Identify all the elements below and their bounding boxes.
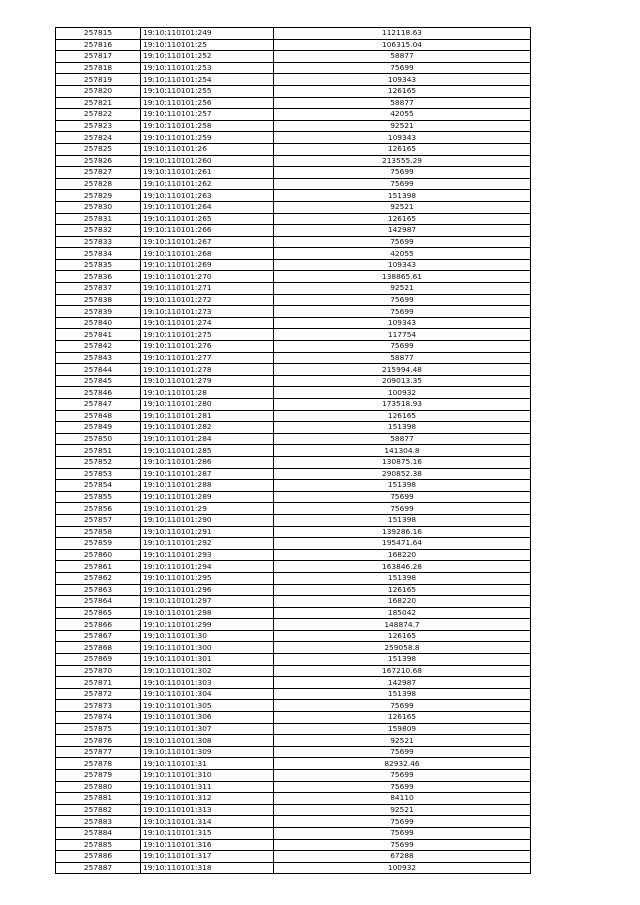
- amount-cell: 75699: [274, 746, 531, 758]
- cadastral-number-cell: 19:10:110101:288: [141, 480, 274, 492]
- record-id-cell: 257815: [56, 28, 141, 40]
- table-row: [56, 758, 531, 770]
- record-id-cell: 257855: [56, 491, 141, 503]
- record-id-cell: 257829: [56, 190, 141, 202]
- amount-cell: 126165: [274, 584, 531, 596]
- amount-cell: 75699: [274, 178, 531, 190]
- amount-cell: 92521: [274, 201, 531, 213]
- table-row: [56, 514, 531, 526]
- data-table: [55, 27, 531, 874]
- cadastral-number-cell: 19:10:110101:303: [141, 677, 274, 689]
- cadastral-number-cell: 19:10:110101:276: [141, 341, 274, 353]
- table-row: [56, 375, 531, 387]
- table-row: [56, 155, 531, 167]
- table-row: [56, 770, 531, 782]
- record-id-cell: 257817: [56, 51, 141, 63]
- cadastral-number-cell: 19:10:110101:295: [141, 572, 274, 584]
- table-row: [56, 352, 531, 364]
- amount-cell: 100932: [274, 862, 531, 874]
- record-id-cell: 257885: [56, 839, 141, 851]
- table-row: [56, 665, 531, 677]
- table-row: [56, 39, 531, 51]
- record-id-cell: 257873: [56, 700, 141, 712]
- amount-cell: 75699: [274, 816, 531, 828]
- cadastral-number-cell: 19:10:110101:263: [141, 190, 274, 202]
- cadastral-number-cell: 19:10:110101:302: [141, 665, 274, 677]
- record-id-cell: 257877: [56, 746, 141, 758]
- record-id-cell: 257828: [56, 178, 141, 190]
- table-row: [56, 178, 531, 190]
- cadastral-number-cell: 19:10:110101:252: [141, 51, 274, 63]
- amount-cell: 75699: [274, 341, 531, 353]
- amount-cell: 168220: [274, 596, 531, 608]
- cadastral-number-cell: 19:10:110101:301: [141, 654, 274, 666]
- table-body: [56, 28, 531, 874]
- cadastral-number-cell: 19:10:110101:292: [141, 538, 274, 550]
- table-row: [56, 700, 531, 712]
- table-row: [56, 561, 531, 573]
- table-row: [56, 306, 531, 318]
- cadastral-number-cell: 19:10:110101:280: [141, 399, 274, 411]
- table-row: [56, 746, 531, 758]
- table-row: [56, 387, 531, 399]
- cadastral-number-cell: 19:10:110101:268: [141, 248, 274, 260]
- cadastral-number-cell: 19:10:110101:286: [141, 456, 274, 468]
- amount-cell: 75699: [274, 294, 531, 306]
- cadastral-number-cell: 19:10:110101:310: [141, 770, 274, 782]
- record-id-cell: 257861: [56, 561, 141, 573]
- cadastral-number-cell: 19:10:110101:284: [141, 433, 274, 445]
- record-id-cell: 257846: [56, 387, 141, 399]
- amount-cell: 75699: [274, 167, 531, 179]
- cadastral-number-cell: 19:10:110101:271: [141, 283, 274, 295]
- cadastral-number-cell: 19:10:110101:298: [141, 607, 274, 619]
- cadastral-number-cell: 19:10:110101:315: [141, 827, 274, 839]
- cadastral-number-cell: 19:10:110101:294: [141, 561, 274, 573]
- table-row: [56, 201, 531, 213]
- amount-cell: 75699: [274, 700, 531, 712]
- amount-cell: 117754: [274, 329, 531, 341]
- cadastral-number-cell: 19:10:110101:256: [141, 97, 274, 109]
- record-id-cell: 257851: [56, 445, 141, 457]
- table-row: [56, 549, 531, 561]
- table-row: [56, 538, 531, 550]
- cadastral-number-cell: 19:10:110101:275: [141, 329, 274, 341]
- record-id-cell: 257830: [56, 201, 141, 213]
- record-id-cell: 257826: [56, 155, 141, 167]
- amount-cell: 58877: [274, 97, 531, 109]
- cadastral-number-cell: 19:10:110101:273: [141, 306, 274, 318]
- amount-cell: 92521: [274, 120, 531, 132]
- cadastral-number-cell: 19:10:110101:265: [141, 213, 274, 225]
- amount-cell: 75699: [274, 491, 531, 503]
- amount-cell: 58877: [274, 433, 531, 445]
- record-id-cell: 257865: [56, 607, 141, 619]
- record-id-cell: 257822: [56, 109, 141, 121]
- table-row: [56, 62, 531, 74]
- table-row: [56, 491, 531, 503]
- cadastral-number-cell: 19:10:110101:278: [141, 364, 274, 376]
- table-row: [56, 526, 531, 538]
- table-row: [56, 51, 531, 63]
- cadastral-number-cell: 19:10:110101:274: [141, 317, 274, 329]
- amount-cell: 141304.8: [274, 445, 531, 457]
- cadastral-number-cell: 19:10:110101:297: [141, 596, 274, 608]
- table-row: [56, 109, 531, 121]
- record-id-cell: 257883: [56, 816, 141, 828]
- table-row: [56, 120, 531, 132]
- table-row: [56, 793, 531, 805]
- amount-cell: 82932.46: [274, 758, 531, 770]
- table-row: [56, 584, 531, 596]
- cadastral-number-cell: 19:10:110101:281: [141, 410, 274, 422]
- table-row: [56, 422, 531, 434]
- amount-cell: 142987: [274, 677, 531, 689]
- cadastral-number-cell: 19:10:110101:29: [141, 503, 274, 515]
- cadastral-number-cell: 19:10:110101:260: [141, 155, 274, 167]
- table-row: [56, 619, 531, 631]
- record-id-cell: 257881: [56, 793, 141, 805]
- record-id-cell: 257879: [56, 770, 141, 782]
- amount-cell: 109343: [274, 259, 531, 271]
- table-row: [56, 317, 531, 329]
- cadastral-number-cell: 19:10:110101:253: [141, 62, 274, 74]
- amount-cell: 100932: [274, 387, 531, 399]
- amount-cell: 109343: [274, 74, 531, 86]
- record-id-cell: 257841: [56, 329, 141, 341]
- record-id-cell: 257869: [56, 654, 141, 666]
- table-row: [56, 74, 531, 86]
- table-row: [56, 572, 531, 584]
- amount-cell: 126165: [274, 143, 531, 155]
- cadastral-number-cell: 19:10:110101:249: [141, 28, 274, 40]
- amount-cell: 75699: [274, 770, 531, 782]
- amount-cell: 75699: [274, 62, 531, 74]
- cadastral-number-cell: 19:10:110101:257: [141, 109, 274, 121]
- amount-cell: 126165: [274, 85, 531, 97]
- cadastral-number-cell: 19:10:110101:282: [141, 422, 274, 434]
- record-id-cell: 257818: [56, 62, 141, 74]
- amount-cell: 75699: [274, 839, 531, 851]
- record-id-cell: 257847: [56, 399, 141, 411]
- amount-cell: 42055: [274, 248, 531, 260]
- record-id-cell: 257834: [56, 248, 141, 260]
- amount-cell: 112118.63: [274, 28, 531, 40]
- amount-cell: 75699: [274, 503, 531, 515]
- record-id-cell: 257850: [56, 433, 141, 445]
- table-row: [56, 364, 531, 376]
- record-id-cell: 257852: [56, 456, 141, 468]
- cadastral-number-cell: 19:10:110101:311: [141, 781, 274, 793]
- table-row: [56, 294, 531, 306]
- record-id-cell: 257823: [56, 120, 141, 132]
- table-row: [56, 723, 531, 735]
- table-row: [56, 677, 531, 689]
- record-id-cell: 257880: [56, 781, 141, 793]
- record-id-cell: 257882: [56, 804, 141, 816]
- amount-cell: 163846.28: [274, 561, 531, 573]
- amount-cell: 106315.04: [274, 39, 531, 51]
- cadastral-number-cell: 19:10:110101:262: [141, 178, 274, 190]
- cadastral-number-cell: 19:10:110101:270: [141, 271, 274, 283]
- cadastral-number-cell: 19:10:110101:291: [141, 526, 274, 538]
- amount-cell: 195471.64: [274, 538, 531, 550]
- amount-cell: 75699: [274, 306, 531, 318]
- cadastral-number-cell: 19:10:110101:279: [141, 375, 274, 387]
- record-id-cell: 257870: [56, 665, 141, 677]
- record-id-cell: 257886: [56, 851, 141, 863]
- record-id-cell: 257871: [56, 677, 141, 689]
- amount-cell: 75699: [274, 781, 531, 793]
- record-id-cell: 257884: [56, 827, 141, 839]
- amount-cell: 58877: [274, 352, 531, 364]
- record-id-cell: 257819: [56, 74, 141, 86]
- amount-cell: 139286.16: [274, 526, 531, 538]
- cadastral-number-cell: 19:10:110101:267: [141, 236, 274, 248]
- cadastral-number-cell: 19:10:110101:305: [141, 700, 274, 712]
- table-row: [56, 712, 531, 724]
- amount-cell: 42055: [274, 109, 531, 121]
- amount-cell: 138865.61: [274, 271, 531, 283]
- cadastral-number-cell: 19:10:110101:272: [141, 294, 274, 306]
- record-id-cell: 257875: [56, 723, 141, 735]
- record-id-cell: 257872: [56, 688, 141, 700]
- amount-cell: 151398: [274, 514, 531, 526]
- table-row: [56, 167, 531, 179]
- amount-cell: 67288: [274, 851, 531, 863]
- record-id-cell: 257858: [56, 526, 141, 538]
- record-id-cell: 257843: [56, 352, 141, 364]
- table-row: [56, 480, 531, 492]
- amount-cell: 92521: [274, 804, 531, 816]
- cadastral-number-cell: 19:10:110101:28: [141, 387, 274, 399]
- table-row: [56, 654, 531, 666]
- record-id-cell: 257864: [56, 596, 141, 608]
- table-row: [56, 97, 531, 109]
- record-id-cell: 257839: [56, 306, 141, 318]
- table-row: [56, 503, 531, 515]
- table-row: [56, 143, 531, 155]
- amount-cell: 148874.7: [274, 619, 531, 631]
- cadastral-number-cell: 19:10:110101:255: [141, 85, 274, 97]
- cadastral-number-cell: 19:10:110101:309: [141, 746, 274, 758]
- amount-cell: 84110: [274, 793, 531, 805]
- amount-cell: 173518.93: [274, 399, 531, 411]
- cadastral-number-cell: 19:10:110101:285: [141, 445, 274, 457]
- amount-cell: 142987: [274, 225, 531, 237]
- record-id-cell: 257824: [56, 132, 141, 144]
- cadastral-number-cell: 19:10:110101:287: [141, 468, 274, 480]
- cadastral-number-cell: 19:10:110101:266: [141, 225, 274, 237]
- table-row: [56, 839, 531, 851]
- record-id-cell: 257876: [56, 735, 141, 747]
- amount-cell: 151398: [274, 480, 531, 492]
- cadastral-number-cell: 19:10:110101:269: [141, 259, 274, 271]
- cadastral-number-cell: 19:10:110101:25: [141, 39, 274, 51]
- record-id-cell: 257887: [56, 862, 141, 874]
- amount-cell: 58877: [274, 51, 531, 63]
- record-id-cell: 257862: [56, 572, 141, 584]
- cadastral-number-cell: 19:10:110101:316: [141, 839, 274, 851]
- record-id-cell: 257821: [56, 97, 141, 109]
- cadastral-number-cell: 19:10:110101:30: [141, 630, 274, 642]
- amount-cell: 75699: [274, 827, 531, 839]
- record-id-cell: 257833: [56, 236, 141, 248]
- amount-cell: 109343: [274, 132, 531, 144]
- amount-cell: 215994.48: [274, 364, 531, 376]
- table-row: [56, 827, 531, 839]
- amount-cell: 168220: [274, 549, 531, 561]
- table-row: [56, 445, 531, 457]
- cadastral-number-cell: 19:10:110101:31: [141, 758, 274, 770]
- table-row: [56, 456, 531, 468]
- amount-cell: 185042: [274, 607, 531, 619]
- table-row: [56, 862, 531, 874]
- amount-cell: 259058.8: [274, 642, 531, 654]
- cadastral-number-cell: 19:10:110101:306: [141, 712, 274, 724]
- record-id-cell: 257837: [56, 283, 141, 295]
- record-id-cell: 257845: [56, 375, 141, 387]
- table-row: [56, 329, 531, 341]
- record-id-cell: 257848: [56, 410, 141, 422]
- table-row: [56, 735, 531, 747]
- amount-cell: 109343: [274, 317, 531, 329]
- cadastral-number-cell: 19:10:110101:289: [141, 491, 274, 503]
- table-row: [56, 410, 531, 422]
- cadastral-number-cell: 19:10:110101:258: [141, 120, 274, 132]
- cadastral-number-cell: 19:10:110101:312: [141, 793, 274, 805]
- amount-cell: 126165: [274, 410, 531, 422]
- cadastral-number-cell: 19:10:110101:317: [141, 851, 274, 863]
- record-id-cell: 257816: [56, 39, 141, 51]
- record-id-cell: 257859: [56, 538, 141, 550]
- amount-cell: 151398: [274, 654, 531, 666]
- amount-cell: 92521: [274, 735, 531, 747]
- table-row: [56, 28, 531, 40]
- amount-cell: 75699: [274, 236, 531, 248]
- cadastral-number-cell: 19:10:110101:308: [141, 735, 274, 747]
- record-id-cell: 257878: [56, 758, 141, 770]
- amount-cell: 159809: [274, 723, 531, 735]
- record-id-cell: 257835: [56, 259, 141, 271]
- cadastral-number-cell: 19:10:110101:318: [141, 862, 274, 874]
- record-id-cell: 257860: [56, 549, 141, 561]
- table-row: [56, 642, 531, 654]
- amount-cell: 92521: [274, 283, 531, 295]
- cadastral-number-cell: 19:10:110101:307: [141, 723, 274, 735]
- table-row: [56, 399, 531, 411]
- record-id-cell: 257874: [56, 712, 141, 724]
- amount-cell: 151398: [274, 190, 531, 202]
- table-row: [56, 259, 531, 271]
- table-row: [56, 271, 531, 283]
- table-row: [56, 236, 531, 248]
- cadastral-number-cell: 19:10:110101:299: [141, 619, 274, 631]
- record-id-cell: 257849: [56, 422, 141, 434]
- amount-cell: 130875.16: [274, 456, 531, 468]
- record-id-cell: 257853: [56, 468, 141, 480]
- cadastral-number-cell: 19:10:110101:259: [141, 132, 274, 144]
- table-row: [56, 607, 531, 619]
- cadastral-number-cell: 19:10:110101:296: [141, 584, 274, 596]
- amount-cell: 209013.35: [274, 375, 531, 387]
- table-row: [56, 804, 531, 816]
- table-row: [56, 190, 531, 202]
- record-id-cell: 257868: [56, 642, 141, 654]
- amount-cell: 151398: [274, 422, 531, 434]
- cadastral-number-cell: 19:10:110101:300: [141, 642, 274, 654]
- table-row: [56, 816, 531, 828]
- record-id-cell: 257827: [56, 167, 141, 179]
- table-row: [56, 225, 531, 237]
- table-row: [56, 433, 531, 445]
- amount-cell: 126165: [274, 630, 531, 642]
- table-row: [56, 630, 531, 642]
- record-id-cell: 257820: [56, 85, 141, 97]
- amount-cell: 151398: [274, 688, 531, 700]
- record-id-cell: 257857: [56, 514, 141, 526]
- amount-cell: 151398: [274, 572, 531, 584]
- amount-cell: 290852.38: [274, 468, 531, 480]
- record-id-cell: 257863: [56, 584, 141, 596]
- cadastral-number-cell: 19:10:110101:314: [141, 816, 274, 828]
- table-row: [56, 283, 531, 295]
- cadastral-number-cell: 19:10:110101:261: [141, 167, 274, 179]
- record-id-cell: 257836: [56, 271, 141, 283]
- record-id-cell: 257838: [56, 294, 141, 306]
- record-id-cell: 257856: [56, 503, 141, 515]
- record-id-cell: 257825: [56, 143, 141, 155]
- amount-cell: 213555.29: [274, 155, 531, 167]
- table-row: [56, 132, 531, 144]
- table-row: [56, 781, 531, 793]
- cadastral-number-cell: 19:10:110101:264: [141, 201, 274, 213]
- table-row: [56, 341, 531, 353]
- table-row: [56, 85, 531, 97]
- table-row: [56, 248, 531, 260]
- cadastral-number-cell: 19:10:110101:290: [141, 514, 274, 526]
- record-id-cell: 257867: [56, 630, 141, 642]
- amount-cell: 126165: [274, 213, 531, 225]
- record-id-cell: 257831: [56, 213, 141, 225]
- table-row: [56, 851, 531, 863]
- amount-cell: 167210.68: [274, 665, 531, 677]
- record-id-cell: 257854: [56, 480, 141, 492]
- record-id-cell: 257842: [56, 341, 141, 353]
- cadastral-number-cell: 19:10:110101:254: [141, 74, 274, 86]
- cadastral-number-cell: 19:10:110101:277: [141, 352, 274, 364]
- cadastral-number-cell: 19:10:110101:26: [141, 143, 274, 155]
- cadastral-number-cell: 19:10:110101:304: [141, 688, 274, 700]
- record-id-cell: 257844: [56, 364, 141, 376]
- cadastral-number-cell: 19:10:110101:313: [141, 804, 274, 816]
- amount-cell: 126165: [274, 712, 531, 724]
- table-row: [56, 213, 531, 225]
- record-id-cell: 257866: [56, 619, 141, 631]
- record-id-cell: 257840: [56, 317, 141, 329]
- table-row: [56, 688, 531, 700]
- table-row: [56, 596, 531, 608]
- cadastral-number-cell: 19:10:110101:293: [141, 549, 274, 561]
- record-id-cell: 257832: [56, 225, 141, 237]
- table-row: [56, 468, 531, 480]
